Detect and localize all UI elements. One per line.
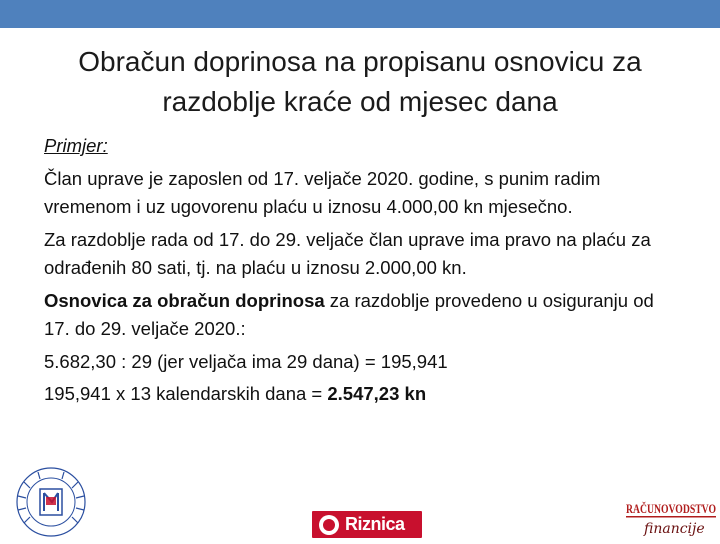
riznica-logo-text: Riznica xyxy=(345,514,405,534)
paragraph-employment: Član uprave je zaposlen od 17. veljače 2020. godine, s punim radim vremenom i uz ugovorenu plaću u iznosu 4.000,00 kn mjesečno. xyxy=(44,167,601,217)
total-calc-text: 195,941 x 13 kalendarskih dana = xyxy=(44,383,328,404)
paragraph-daily-calc: 5.682,30 : 29 (jer veljača ima 29 dana) = 195,941 xyxy=(44,350,448,372)
paragraph-total-calc xyxy=(44,380,684,409)
slide-title xyxy=(20,42,700,122)
total-amount: 2.547,23 kn xyxy=(327,383,427,404)
slide-title-line-1: Obračun doprinosa na propisanu osnovicu za xyxy=(78,46,642,77)
riznica-logo xyxy=(312,511,422,538)
paragraph-base xyxy=(44,287,684,344)
financije-logo-text: financije xyxy=(644,521,705,537)
institution-seal-logo xyxy=(2,462,100,538)
top-accent-bar xyxy=(0,0,720,28)
racunovodstvo-logo-text: RAČUNOVODSTVO xyxy=(626,501,716,516)
riznica-seal-icon xyxy=(319,515,339,535)
racunovodstvo-logo-graphic xyxy=(624,493,718,539)
example-label-paragraph xyxy=(44,132,684,161)
base-description: za razdoblje provedeno u osiguranju od 17. do 29. veljače 2020.: xyxy=(44,289,654,339)
institution-seal-icon xyxy=(2,462,100,538)
example-label: Primjer: xyxy=(44,135,108,156)
base-heading: Osnovica za obračun doprinosa xyxy=(44,289,325,311)
paragraph-period: Za razdoblje rada od 17. do 29. veljače član uprave ima pravo na plaću za odrađenih 80 sati, tj. na plaću u iznosu 2.000,00 kn. xyxy=(44,228,651,278)
slide-title-line-2: razdoblje kraće od mjesec dana xyxy=(162,86,558,117)
slide-body xyxy=(44,132,684,413)
racunovodstvo-financije-logo xyxy=(624,493,718,539)
